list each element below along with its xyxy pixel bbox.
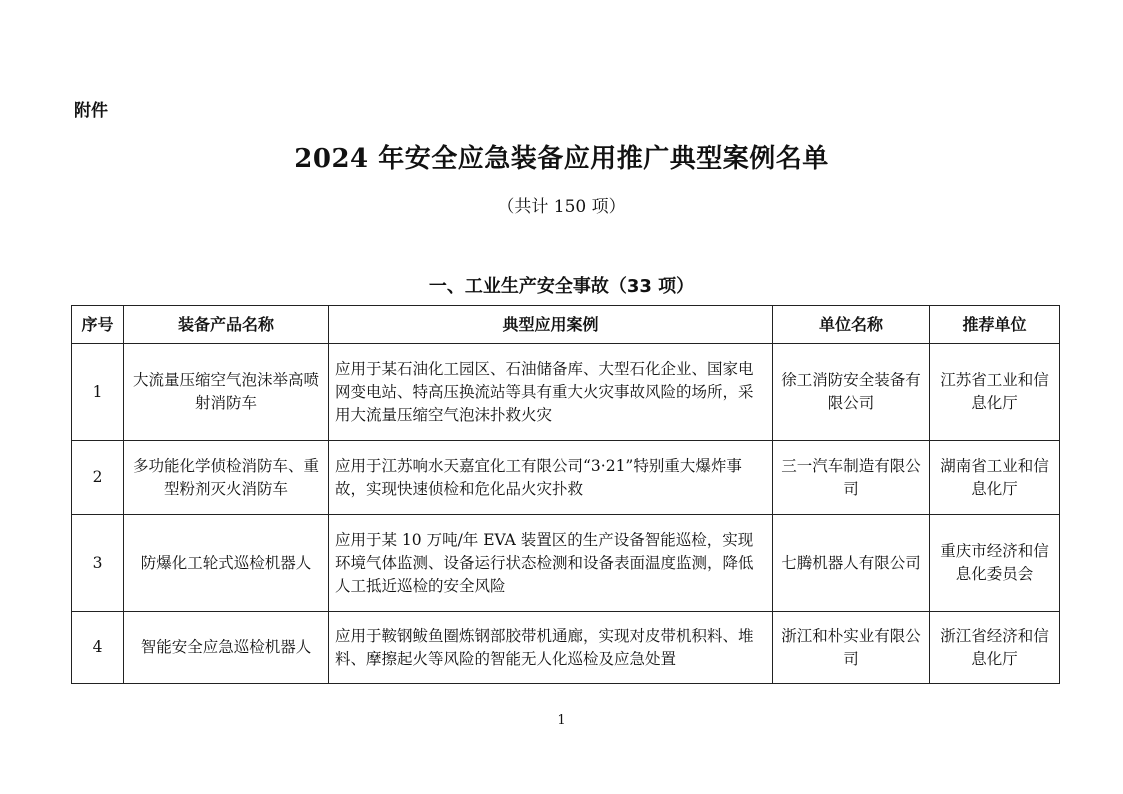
column-header-recommender: 推荐单位 bbox=[930, 306, 1060, 344]
column-header-product: 装备产品名称 bbox=[124, 306, 329, 344]
attachment-label: 附件 bbox=[74, 101, 108, 121]
cell-unit: 浙江和朴实业有限公司 bbox=[773, 612, 930, 684]
cell-case: 应用于鞍钢鲅鱼圈炼钢部胶带机通廊，实现对皮带机积料、堆料、摩擦起火等风险的智能无人化巡检及应急处置 bbox=[329, 612, 773, 684]
cell-no: 3 bbox=[72, 515, 124, 612]
table-row bbox=[72, 612, 1060, 684]
page-number: 1 bbox=[557, 713, 566, 728]
cell-product: 智能安全应急巡检机器人 bbox=[124, 612, 329, 684]
column-header-no: 序号 bbox=[72, 306, 124, 344]
cell-recommender: 重庆市经济和信息化委员会 bbox=[930, 515, 1060, 612]
cell-case: 应用于某 10 万吨/年 EVA 装置区的生产设备智能巡检，实现环境气体监测、设备运行状态检测和设备表面温度监测，降低人工抵近巡检的安全风险 bbox=[329, 515, 773, 612]
cell-recommender: 湖南省工业和信息化厅 bbox=[930, 441, 1060, 515]
cell-product: 大流量压缩空气泡沫举高喷射消防车 bbox=[124, 344, 329, 441]
cell-case: 应用于江苏响水天嘉宜化工有限公司“3·21”特别重大爆炸事故，实现快速侦检和危化品火灾扑救 bbox=[329, 441, 773, 515]
cell-recommender: 江苏省工业和信息化厅 bbox=[930, 344, 1060, 441]
section-heading: 一、工业生产安全事故（33 项） bbox=[428, 276, 695, 297]
cell-product: 多功能化学侦检消防车、重型粉剂灭火消防车 bbox=[124, 441, 329, 515]
table-header-row bbox=[72, 306, 1060, 344]
table-row bbox=[72, 441, 1060, 515]
column-header-unit: 单位名称 bbox=[773, 306, 930, 344]
document-subtitle: （共计 150 项） bbox=[497, 197, 626, 217]
cell-unit: 七腾机器人有限公司 bbox=[773, 515, 930, 612]
cases-table bbox=[71, 305, 1060, 684]
cell-unit: 三一汽车制造有限公司 bbox=[773, 441, 930, 515]
cell-product: 防爆化工轮式巡检机器人 bbox=[124, 515, 329, 612]
table-row bbox=[72, 344, 1060, 441]
cell-no: 1 bbox=[72, 344, 124, 441]
cell-unit: 徐工消防安全装备有限公司 bbox=[773, 344, 930, 441]
document-title: 2024 年安全应急装备应用推广典型案例名单 bbox=[294, 144, 829, 174]
table-row bbox=[72, 515, 1060, 612]
column-header-case: 典型应用案例 bbox=[329, 306, 773, 344]
cell-no: 4 bbox=[72, 612, 124, 684]
cell-recommender: 浙江省经济和信息化厅 bbox=[930, 612, 1060, 684]
cell-case: 应用于某石油化工园区、石油储备库、大型石化企业、国家电网变电站、特高压换流站等具有重大火灾事故风险的场所，采用大流量压缩空气泡沫扑救火灾 bbox=[329, 344, 773, 441]
cell-no: 2 bbox=[72, 441, 124, 515]
